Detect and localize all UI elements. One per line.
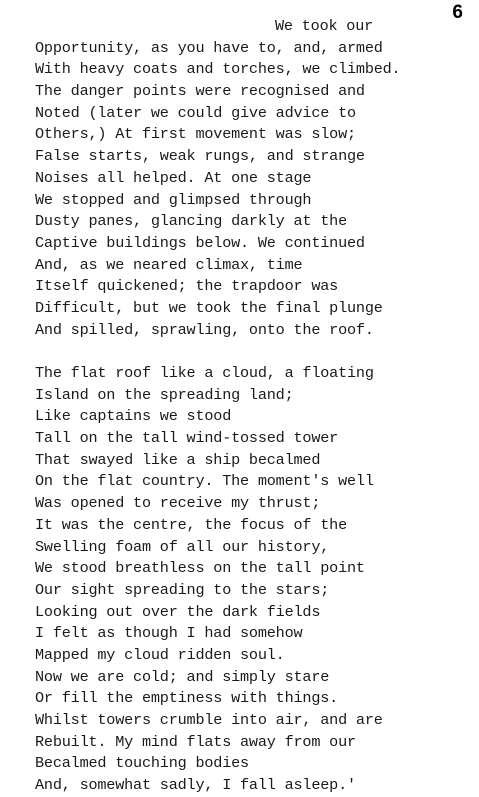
- poem-line: I felt as though I had somehow: [35, 624, 303, 643]
- poem-line: We stopped and glimpsed through: [35, 190, 312, 209]
- page-number: 6: [452, 2, 463, 23]
- poem-line: Was opened to receive my thrust;: [35, 494, 321, 513]
- poem-line: Opportunity, as you have to, and, armed: [35, 38, 383, 57]
- poem-line: Mapped my cloud ridden soul.: [35, 645, 285, 664]
- poem-line: Noted (later we could give advice to: [35, 103, 356, 122]
- poem-line: Swelling foam of all our history,: [35, 537, 330, 556]
- poem-line: That swayed like a ship becalmed: [35, 450, 321, 469]
- poem-line: Looking out over the dark fields: [35, 602, 321, 621]
- stanza-break: [35, 341, 465, 363]
- poem-line: Others,) At first movement was slow;: [35, 125, 356, 144]
- poem-line: And, somewhat sadly, I fall asleep.': [35, 776, 356, 795]
- poem-line: Now we are cold; and simply stare: [35, 667, 330, 686]
- poem-line: Dusty panes, glancing darkly at the: [35, 212, 347, 231]
- poem-line: Our sight spreading to the stars;: [35, 580, 330, 599]
- poem-line: We stood breathless on the tall point: [35, 559, 365, 578]
- poem-line: It was the centre, the focus of the: [35, 515, 347, 534]
- poem-line: Becalmed touching bodies: [35, 754, 249, 773]
- poem-line: And spilled, sprawling, onto the roof.: [35, 320, 374, 339]
- poem-line: Whilst towers crumble into air, and are: [35, 711, 383, 729]
- poem-line: The flat roof like a cloud, a floating: [35, 364, 374, 382]
- poem-body: [35, 16, 465, 797]
- stanza-2: [35, 363, 465, 797]
- poem-line: On the flat country. The moment's well: [35, 472, 374, 491]
- poem-line: Captive buildings below. We continued: [35, 233, 365, 252]
- poem-line: Difficult, but we took the final plunge: [35, 298, 383, 317]
- poem-line: Itself quickened; the trapdoor was: [35, 277, 339, 296]
- poem-line: The danger points were recognised and: [35, 82, 365, 101]
- poem-line: Like captains we stood: [35, 407, 232, 426]
- poem-line: Rebuilt. My mind flats away from our: [35, 732, 356, 751]
- poem-line: With heavy coats and torches, we climbed.: [35, 60, 401, 79]
- poem-line: Tall on the tall wind-tossed tower: [35, 429, 339, 448]
- poem-line: And, as we neared climax, time: [35, 255, 303, 274]
- poem-line: Or fill the emptiness with things.: [35, 689, 339, 708]
- poem-line: Noises all helped. At one stage: [35, 168, 312, 187]
- poem-line: Island on the spreading land;: [35, 385, 294, 404]
- poem-line: We took our: [275, 17, 374, 35]
- stanza-1: [35, 16, 465, 341]
- poem-line: False starts, weak rungs, and strange: [35, 147, 365, 166]
